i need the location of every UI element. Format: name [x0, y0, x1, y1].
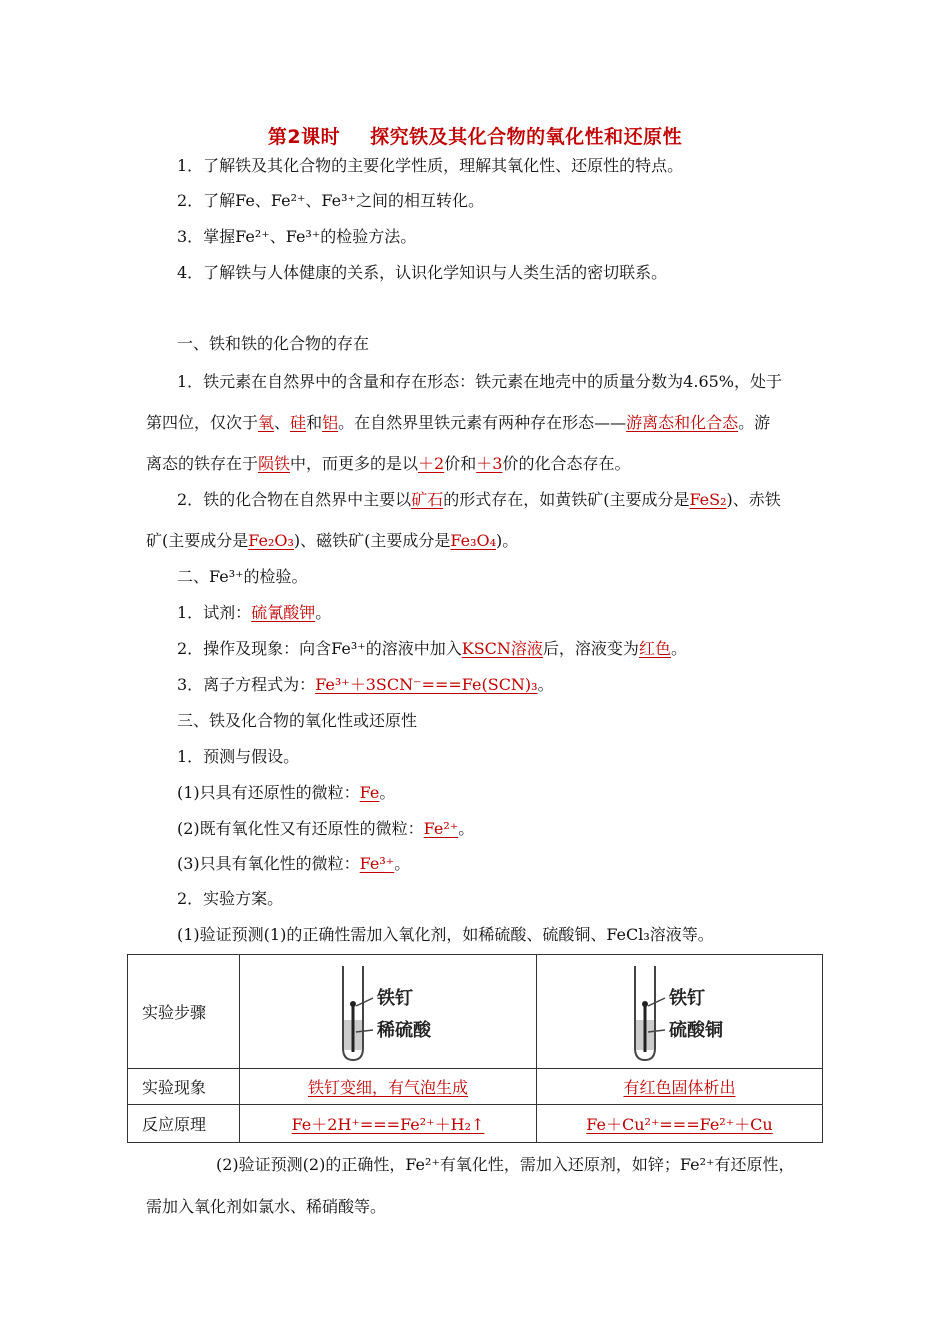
- title-lesson: 第2课时: [267, 126, 341, 148]
- paragraph: 1．试剂：硫氰酸钾。: [177, 603, 332, 622]
- paragraph: (1)只具有还原性的微粒：Fe。: [177, 783, 396, 802]
- experiment-image-1: [240, 955, 537, 1069]
- answer: Fe³⁺: [359, 854, 395, 873]
- paragraph: 矿(主要成分是Fe₂O₃)、磁铁矿(主要成分是Fe₃O₄)。: [146, 531, 519, 550]
- section2-heading: 二、Fe³⁺的检验。: [177, 567, 308, 586]
- paragraph: (2)既有氧化性又有还原性的微粒：Fe²⁺。: [177, 819, 475, 838]
- paragraph: 1．预测与假设。: [177, 747, 300, 766]
- section3-heading: 三、铁及化合物的氧化性或还原性: [177, 711, 418, 730]
- paragraph: 离态的铁存在于陨铁中，而更多的是以＋2价和＋3价的化合态存在。: [146, 454, 631, 473]
- row-label: 反应原理: [128, 1105, 240, 1143]
- answer: KSCN溶液: [461, 639, 543, 658]
- answer: ＋2: [418, 454, 445, 473]
- answer: FeS₂: [689, 490, 727, 509]
- experiment-table: [127, 954, 823, 1143]
- label-nail: 铁钉: [668, 987, 705, 1009]
- answer: Fe＋2H⁺===Fe²⁺＋H₂↑: [291, 1115, 485, 1134]
- test-tube-icon: [615, 960, 745, 1064]
- answer: 硅: [290, 413, 307, 432]
- answer: 矿石: [411, 490, 444, 509]
- row-label: 实验现象: [128, 1069, 240, 1105]
- answer: 氧: [258, 413, 275, 432]
- paragraph: 3．离子方程式为：Fe³⁺＋3SCN⁻===Fe(SCN)₃。: [177, 675, 554, 694]
- table-row: [128, 1105, 823, 1143]
- label-nail: 铁钉: [377, 987, 413, 1009]
- objective-3: 3．掌握Fe²⁺、Fe³⁺的检验方法。: [177, 227, 417, 246]
- paragraph: (1)验证预测(1)的正确性需加入氧化剂，如稀硫酸、硫酸铜、FeCl₃溶液等。: [177, 925, 714, 944]
- answer: Fe: [359, 783, 380, 802]
- answer: Fe³⁺＋3SCN⁻===Fe(SCN)₃: [315, 675, 538, 694]
- paragraph: (3)只具有氧化性的微粒：Fe³⁺。: [177, 854, 411, 873]
- paragraph: 第四位，仅次于氧、硅和铝。在自然界里铁元素有两种存在形态——游离态和化合态。游: [146, 413, 771, 432]
- objective-4: 4．了解铁与人体健康的关系，认识化学知识与人类生活的密切联系。: [177, 263, 668, 282]
- answer: Fe₂O₃: [248, 531, 294, 550]
- answer: 红色: [638, 639, 671, 658]
- answer: 陨铁: [258, 454, 291, 473]
- paragraph: 2．实验方案。: [177, 889, 284, 908]
- answer: 铝: [322, 413, 339, 432]
- experiment-image-2: [537, 955, 823, 1069]
- answer: Fe₃O₄: [450, 531, 497, 550]
- answer: 有红色固体析出: [623, 1078, 736, 1097]
- paragraph: 2．操作及现象：向含Fe³⁺的溶液中加入KSCN溶液后，溶液变为红色。: [177, 639, 687, 658]
- answer: Fe＋Cu²⁺===Fe²⁺＋Cu: [586, 1115, 773, 1134]
- paragraph: (2)验证预测(2)的正确性，Fe²⁺有氧化性，需加入还原剂，如锌；Fe²⁺有还原性，: [216, 1155, 795, 1174]
- objective-1: 1．了解铁及其化合物的主要化学性质，理解其氧化性、还原性的特点。: [177, 156, 684, 175]
- section1-heading: 一、铁和铁的化合物的存在: [177, 334, 370, 353]
- answer: 游离态和化合态: [626, 413, 739, 432]
- answer: 铁钉变细，有气泡生成: [307, 1078, 468, 1097]
- objective-2: 2．了解Fe、Fe²⁺、Fe³⁺之间的相互转化。: [177, 191, 484, 210]
- label-liquid: 硫酸铜: [668, 1019, 723, 1041]
- table-row: [128, 1069, 823, 1105]
- label-liquid: 稀硫酸: [377, 1019, 431, 1041]
- page-title: [0, 122, 950, 149]
- paragraph: 需加入氧化剂如氯水、稀硝酸等。: [146, 1197, 387, 1216]
- table-row: [128, 955, 823, 1069]
- paragraph: 1．铁元素在自然界中的含量和存在形态：铁元素在地壳中的质量分数为4.65%，处于: [177, 372, 783, 391]
- paragraph: 2．铁的化合物在自然界中主要以矿石的形式存在，如黄铁矿(主要成分是FeS₂)、赤铁: [177, 490, 781, 509]
- row-label: 实验步骤: [128, 955, 240, 1069]
- title-topic: 探究铁及其化合物的氧化性和还原性: [370, 126, 683, 148]
- answer: Fe²⁺: [423, 819, 459, 838]
- answer: 硫氰酸钾: [251, 603, 316, 622]
- answer: ＋3: [476, 454, 503, 473]
- test-tube-icon: [323, 960, 453, 1064]
